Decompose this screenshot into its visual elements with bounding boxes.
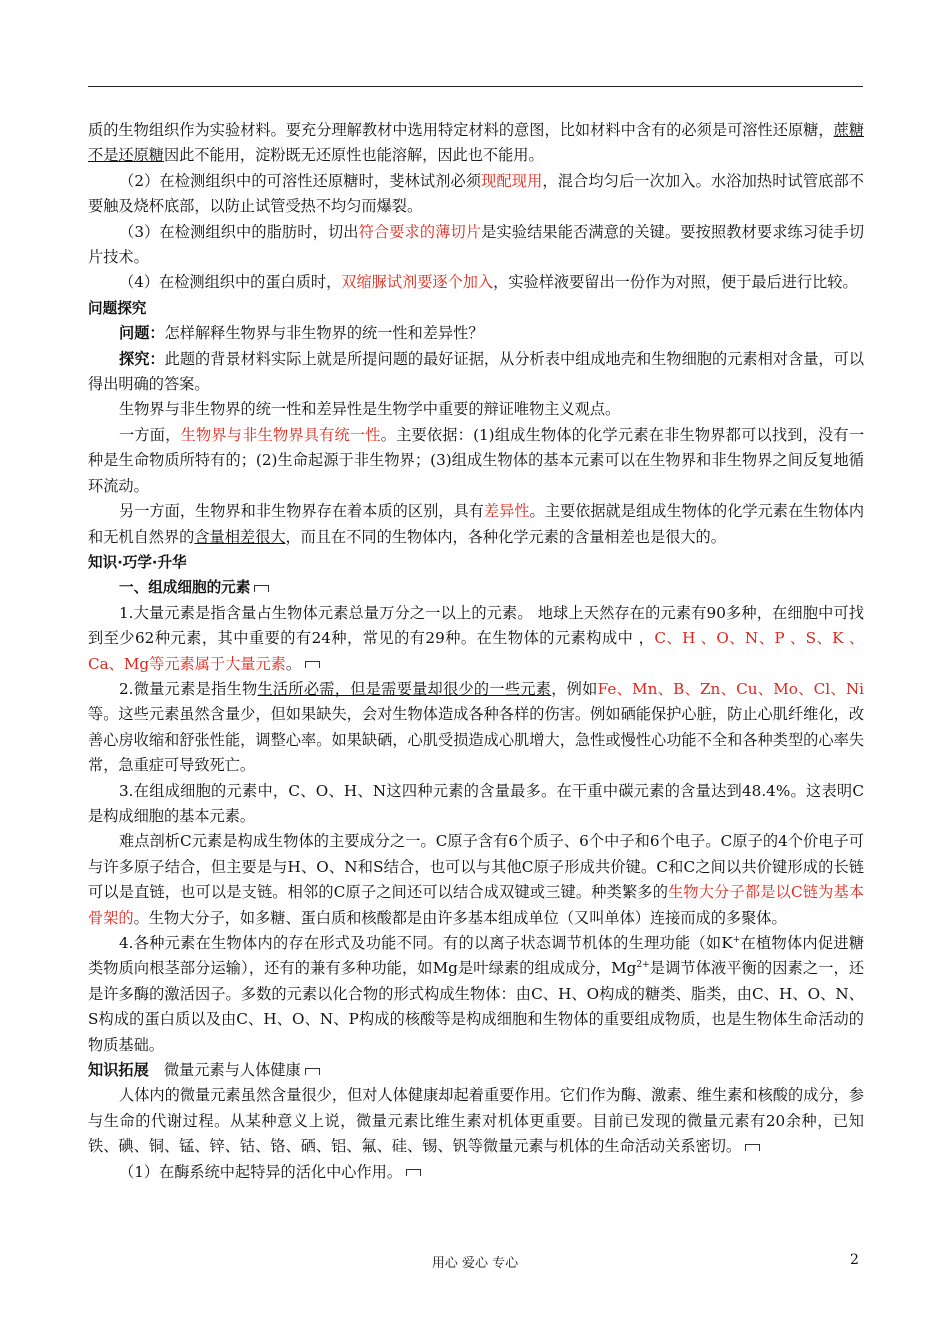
paragraph: 问题：怎样解释生物界与非生物界的统一性和差异性？ <box>119 324 484 343</box>
paragraph: 难点剖析C元素是构成生物体的主要成分之一。C原子含有6个质子、6个中子和6个电子。C原子的4个价电子可与许多原子结合，但主要是与H、O、N和S结合，也可以与其他C原子形成共价键。C和C之间以共价键形成的长链可以是直链，也可以是支链。相邻的C原子之间还可以结合成双键或三键。种类繁多的生物大分子都是以C链为基本骨架的。生物大分子，如多糖、蛋白质和核酸都是由许多基本组成单位（又叫单体）连接而成的多聚体。 <box>88 832 865 927</box>
document-body <box>88 118 864 1185</box>
paragraph: 另一方面，生物界和非生物界存在着本质的区别，具有差异性。主要依据就是组成生物体的化学元素在生物体内和无机自然界的含量相差很大，而且在不同的生物体内，各种化学元素的含量相差也是很大的。 <box>88 502 865 546</box>
subsection-heading: 一、组成细胞的元素 <box>88 575 864 600</box>
underlined-text: 生活所必需，但是需要量却很少的一些元素 <box>257 679 552 698</box>
page-footer: 用心 爱心 专心 <box>431 1256 519 1271</box>
paragraph: 3.在组成细胞的元素中，C、O、H、N这四种元素的含量最多。在干重中碳元素的含量达到48.4%。这表明C是构成细胞的基本元素。 <box>88 781 864 825</box>
paragraph: 4.各种元素在生物体内的存在形式及功能不同。有的以离子状态调节机体的生理功能（如K+在植物体内促进糖类物质向根茎部分运输），还有的兼有多种功能，如Mg是叶绿素的组成成分，$Mg^{2+}$是调节体液平衡的因素之一，还是许多酶的激活因子。多数的元素以化合物的形式构成生物体：由C、H、O构成的糖类、脂类，由C、H、O、N、S构成的蛋白质以及由C、H、O、N、P构成的核酸等是构成细胞和生物体的重要组成物质，也是生物体生命活动的物质基础。 <box>88 934 865 1054</box>
paragraph: 探究：此题的背景材料实际上就是所提问题的最好证据，从分析表中组成地壳和生物细胞的元素相对含量，可以得出明确的答案。 <box>88 349 865 394</box>
paragraph-mark-icon <box>305 1068 320 1075</box>
page-number: 2 <box>850 1252 859 1268</box>
section-heading: 问题探究 <box>88 299 147 317</box>
paragraph: 1.大量元素是指含量占生物体元素总量万分之一以上的元素。 地球上天然存在的元素有90多种，在细胞中可找到至少62种元素，其中重要的有24种，常见的有29种。在生物体的元素构成中 ，C、H 、O、N、P 、S、K 、Ca、Mg等元素属于大量元素。 <box>88 603 865 673</box>
underlined-text: 蔗糖不是还原糖 <box>88 121 865 165</box>
highlight-text: 双缩脲试剂要逐个加入 <box>341 273 494 292</box>
highlight-text: 符合要求的薄切片 <box>358 222 482 241</box>
paragraph: 人体内的微量元素虽然含量很少，但对人体健康却起着重要作用。它们作为酶、激素、维生素和核酸的成分，参与生命的代谢过程。从某种意义上说，微量元素比维生素对机体更重要。目前已发现的微量元素有20余种，已知铁、碘、铜、锰、锌、钴、铬、硒、铝、氟、硅、锡、钒等微量元素与机体的生命活动关系密切。 <box>88 1086 864 1156</box>
paragraph-mark-icon <box>254 585 269 592</box>
section-heading: 知识拓展 微量元素与人体健康 <box>88 1058 864 1083</box>
paragraph-mark-icon <box>305 661 320 668</box>
paragraph: 质的生物组织作为实验材料。要充分理解教材中选用特定材料的意图，比如材料中含有的必须是可溶性还原糖，蔗糖不是还原糖因此不能用，淀粉既无还原性也能溶解，因此也不能用。 <box>88 121 865 165</box>
highlight-text: C、H 、O、N、P 、S、K 、Ca、Mg等元素属于大量元素 <box>88 629 865 673</box>
header-rule <box>88 86 863 87</box>
paragraph-mark-icon <box>406 1169 421 1176</box>
highlight-text: 生物大分子都是以C链为基本骨架的 <box>88 883 865 927</box>
paragraph: （3）在检测组织中的脂肪时，切出符合要求的薄切片是实验结果能否满意的关键。要按照教材要求练习徒手切片技术。 <box>88 222 865 267</box>
highlight-text: 生物界与非生物界具有统一性 <box>180 425 381 444</box>
section-heading: 知识·巧学·升华 <box>88 553 187 571</box>
underlined-text: 含量相差很大 <box>194 527 286 546</box>
paragraph: 生物界与非生物界的统一性和差异性是生物学中重要的辩证唯物主义观点。 <box>119 400 621 419</box>
paragraph: （2）在检测组织中的可溶性还原糖时，斐林试剂必须现配现用，混合均匀后一次加入。水浴加热时试管底部不要触及烧杯底部，以防止试管受热不均匀而爆裂。 <box>88 171 864 216</box>
paragraph-mark-icon <box>745 1144 760 1151</box>
paragraph: （4）在检测组织中的蛋白质时，双缩脲试剂要逐个加入，实验样液要留出一份作为对照，便于最后进行比较。 <box>119 273 858 292</box>
paragraph: （1）在酶系统中起特异的活化中心作用。 <box>88 1160 864 1185</box>
highlight-text: 现配现用 <box>481 171 543 190</box>
paragraph: 一方面，生物界与非生物界具有统一性。主要依据：(1)组成生物体的化学元素在非生物界都可以找到，没有一种是生命物质所特有的；(2)生命起源于非生物界；(3)组成生物体的基本元素可以在生物界和非生物界之间反复地循环流动。 <box>88 425 865 495</box>
highlight-text: 差异性 <box>483 502 530 521</box>
highlight-text: Fe、Mn、B、Zn、Cu、Mo、Cl、Ni <box>597 679 864 698</box>
paragraph: 2.微量元素是指生物生活所必需，但是需要量却很少的一些元素，例如Fe、Mn、B、Zn、Cu、Mo、Cl、Ni等。这些元素虽然含量少，但如果缺失，会对生物体造成各种各样的伤害。例如硒能保护心脏，防止心肌纤维化，改善心房收缩和舒张性能，调整心率。如果缺硒，心肌受损造成心肌增大，急性或慢性心功能不全和各种类型的心率失常，急重症可导致死亡。 <box>88 679 864 775</box>
